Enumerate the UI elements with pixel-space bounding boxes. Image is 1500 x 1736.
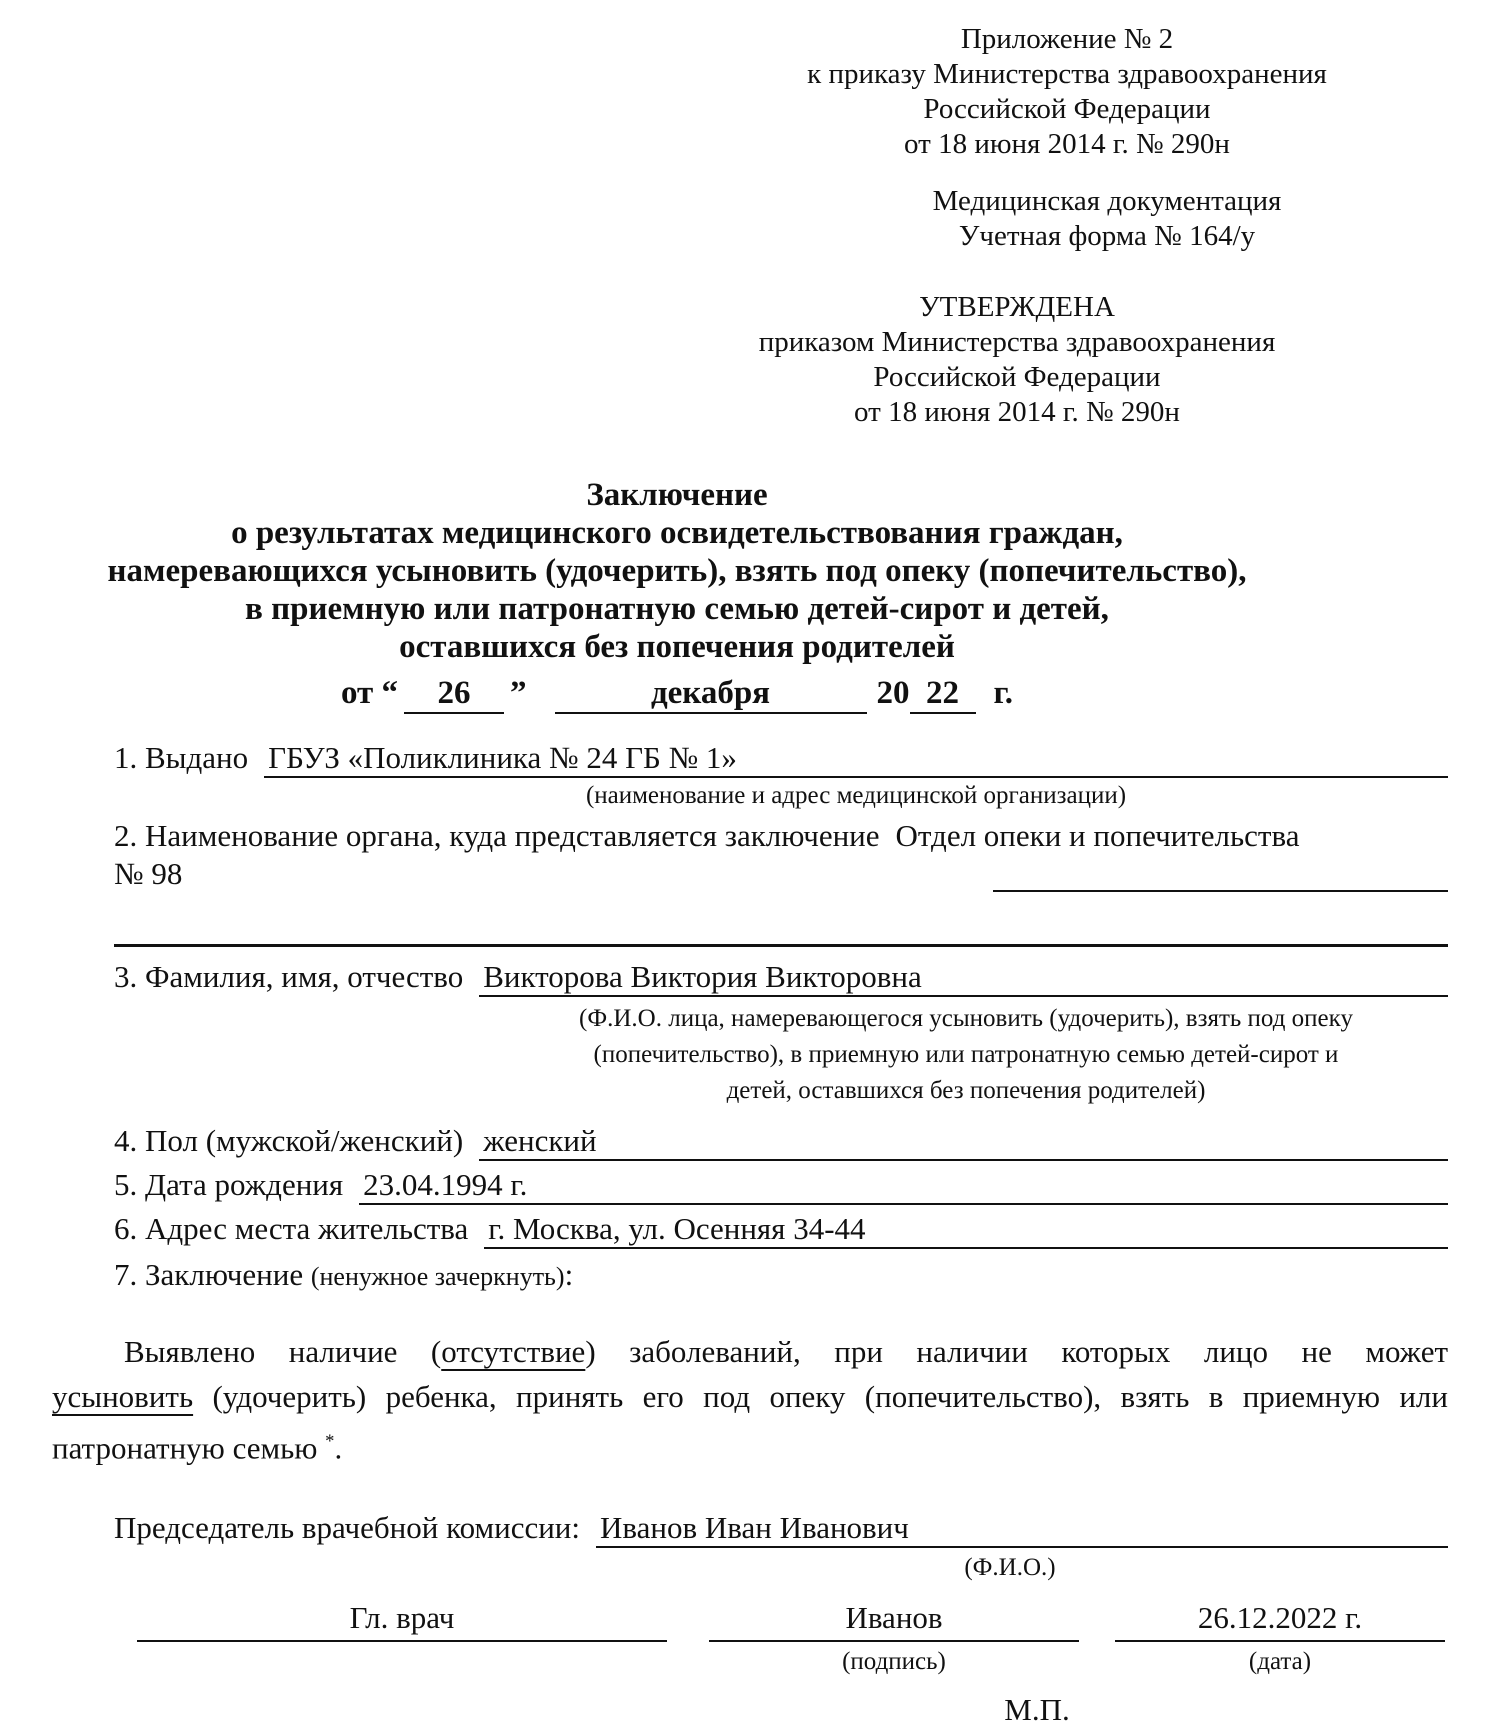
sign-column xyxy=(709,1600,1079,1678)
doc-info-block xyxy=(797,184,1417,254)
date-close-quote: ” xyxy=(510,675,527,711)
field-conclusion-heading xyxy=(114,1257,1448,1293)
date-suffix: г. xyxy=(993,675,1014,711)
birth-date-label: 5. Дата рождения xyxy=(114,1167,344,1202)
approval-block xyxy=(707,290,1327,430)
approval-line: от 18 июня 2014 г. № 290н xyxy=(854,396,1180,428)
chairman-label: Председатель врачебной комиссии: xyxy=(114,1510,581,1546)
conclusion-text-segment: . xyxy=(334,1430,343,1466)
approval-line: УТВЕРЖДЕНА xyxy=(919,291,1115,323)
date-month-field: декабря xyxy=(555,674,867,714)
issued-by-value: ГБУЗ «Поликлиника № 24 ГБ № 1» xyxy=(264,740,1448,778)
sign-caption: (подпись) xyxy=(842,1648,946,1676)
authority-value: Отдел опеки и попечительства xyxy=(895,818,1300,853)
approval-line: приказом Министерства здравоохранения xyxy=(758,326,1276,358)
document-date-line xyxy=(52,674,1302,714)
appendix-line: от 18 июня 2014 г. № 290н xyxy=(904,128,1230,160)
conclusion-line xyxy=(52,1329,1448,1374)
conclusion-label-note: (ненужное зачеркнуть) xyxy=(310,1262,565,1291)
authority-blank-line-short xyxy=(993,890,1448,892)
issued-by-caption: (наименование и адрес медицинской организации) xyxy=(585,782,1127,809)
field-address xyxy=(114,1211,1448,1249)
footnote-asterisk: * xyxy=(325,1431,335,1452)
date-caption: (дата) xyxy=(1248,1648,1312,1676)
sex-value: женский xyxy=(479,1123,1448,1161)
title-line: о результатах медицинского освидетельствования граждан, xyxy=(231,515,1123,551)
date-century: 20 xyxy=(876,675,910,711)
conclusion-text-segment: отсутствие xyxy=(441,1334,586,1369)
chairman-row xyxy=(114,1510,1448,1548)
chairman-name: Иванов Иван Иванович xyxy=(596,1510,1448,1548)
position-column xyxy=(137,1600,667,1678)
sign-value: Иванов xyxy=(709,1600,1079,1642)
authority-label: 2. Наименование органа, куда представляется заключение xyxy=(114,818,880,853)
appendix-line: Приложение № 2 xyxy=(960,23,1174,55)
title-line: намеревающихся усыновить (удочерить), взять под опеку (попечительство), xyxy=(107,553,1247,589)
full-name-caption: (Ф.И.О. лица, намеревающегося усыновить (удочерить), взять под опеку (попечительство), в приемную или патронатную семью детей-сирот и детей, оставшихся без попечения родителей) xyxy=(579,1005,1353,1104)
chairman-fio-caption: (Ф.И.О.) xyxy=(964,1554,1056,1582)
doc-info-line: Медицинская документация xyxy=(932,185,1282,217)
conclusion-text-segment: ) заболеваний, при наличии которых лицо не может xyxy=(585,1334,1448,1369)
full-name-label: 3. Фамилия, имя, отчество xyxy=(114,959,464,994)
appendix-block xyxy=(757,22,1377,162)
signature-row xyxy=(137,1600,1448,1678)
issued-by-label: 1. Выдано xyxy=(114,740,249,775)
field-issued-by xyxy=(114,740,1448,812)
title-line: Заключение xyxy=(586,477,768,513)
authority-value-line2: № 98 xyxy=(114,856,183,891)
date-value: 26.12.2022 г. xyxy=(1115,1600,1445,1642)
conclusion-line xyxy=(52,1374,1448,1419)
approval-line: Российской Федерации xyxy=(873,361,1161,393)
title-line: в приемную или патронатную семью детей-сирот и детей, xyxy=(245,591,1109,627)
conclusion-line xyxy=(52,1419,1448,1470)
field-authority xyxy=(114,818,1448,947)
authority-blank-line-full xyxy=(114,894,1448,947)
field-full-name xyxy=(114,959,1448,1109)
field-sex xyxy=(114,1123,1448,1161)
conclusion-text-segment: патронатную семью xyxy=(52,1430,326,1466)
conclusion-text-segment: (удочерить) ребенка, принять его под опеку (попечительство), взять в приемную или xyxy=(193,1379,1448,1414)
conclusion-text-segment: усыновить xyxy=(52,1379,194,1414)
date-prefix: от “ xyxy=(340,675,398,711)
appendix-line: Российской Федерации xyxy=(923,93,1211,125)
address-label: 6. Адрес места жительства xyxy=(114,1211,469,1246)
conclusion-text-segment: Выявлено наличие ( xyxy=(124,1334,442,1369)
document-title xyxy=(52,476,1302,714)
conclusion-label: 7. Заключение (ненужное зачеркнуть): xyxy=(114,1257,574,1292)
position-value: Гл. врач xyxy=(137,1600,667,1642)
stamp-placeholder: М.П. xyxy=(1004,1692,1070,1728)
date-year-field: 22 xyxy=(910,674,976,714)
birth-date-value: 23.04.1994 г. xyxy=(359,1167,1448,1205)
full-name-value: Викторова Виктория Викторовна xyxy=(479,959,1448,997)
date-day-field: 26 xyxy=(404,674,504,714)
appendix-line: к приказу Министерства здравоохранения xyxy=(807,58,1327,90)
form-fields xyxy=(52,740,1448,1293)
address-value: г. Москва, ул. Осенняя 34-44 xyxy=(484,1211,1448,1249)
sex-label: 4. Пол (мужской/женский) xyxy=(114,1123,464,1158)
title-line: оставшихся без попечения родителей xyxy=(399,629,955,665)
field-birth-date xyxy=(114,1167,1448,1205)
conclusion-paragraph xyxy=(52,1329,1448,1470)
date-column xyxy=(1115,1600,1445,1678)
doc-info-line: Учетная форма № 164/у xyxy=(958,220,1256,252)
